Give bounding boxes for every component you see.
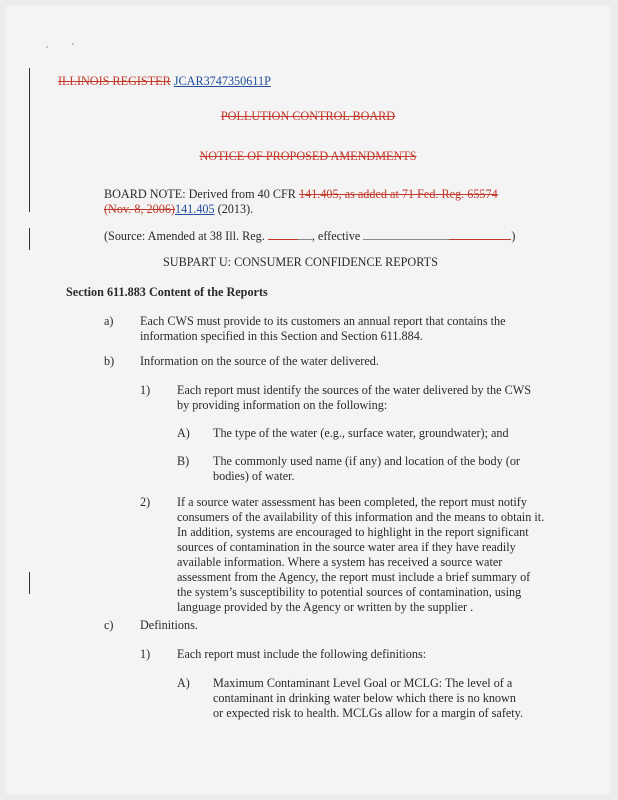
item-text-c1A: Maximum Contaminant Level Goal or MCLG: The level of a contaminant in drinking water below which there is no known or expected risk to health. MCLGs allow for a margin of safety. (213, 676, 524, 720)
item-label-c1A: A) (177, 676, 190, 690)
board-title: POLLUTION CONTROL BOARD (220, 109, 396, 123)
section-heading: Section 611.883 Content of the Reports (66, 285, 268, 299)
item-label-b2: 2) (140, 495, 151, 509)
change-bar-source (29, 228, 30, 250)
scan-speck (46, 46, 48, 48)
item-text-b1: Each report must identify the sources of the water delivered by the CWS by providing information on the following: (177, 383, 532, 412)
notice-title: NOTICE OF PROPOSED AMENDMENTS (199, 149, 417, 163)
item-label-b: b) (104, 354, 115, 368)
item-text-b1B: The commonly used name (if any) and location of the body (or bodies) of water. (213, 454, 520, 483)
item-text-b: Information on the source of the water delivered. (140, 354, 379, 368)
register-inserted-text: JCAR3747350611P (173, 74, 271, 88)
register-line (58, 74, 271, 89)
item-text-c: Definitions. (140, 618, 198, 632)
board-note-struck: 141.405, as added at 71 Fed. Reg. 65574 (Nov. 8, 2006) (104, 187, 498, 216)
item-label-a: a) (104, 314, 114, 328)
board-note: BOARD NOTE: Derived from 40 CFR 141.405, as added at 71 Fed. Reg. 65574 (Nov. 8, 2006)141.405 (2013). (104, 187, 498, 216)
item-label-c: c) (104, 618, 114, 632)
item-text-c1: Each report must include the following definitions: (177, 647, 427, 661)
board-note-inserted: 141.405 (174, 202, 215, 216)
source-reg-blank (268, 228, 298, 240)
source-line: (Source: Amended at 38 Ill. Reg. , effective ) (104, 229, 516, 243)
change-bar-top (29, 68, 30, 212)
scan-speck (72, 43, 74, 45)
item-text-a: Each CWS must provide to its customers an annual report that contains the information specified in this Section and Section 611.884. (140, 314, 506, 343)
subpart-title: SUBPART U: CONSUMER CONFIDENCE REPORTS (163, 255, 438, 269)
item-label-b1B: B) (177, 454, 190, 468)
document-page (6, 6, 610, 794)
item-label-b1A: A) (177, 426, 190, 440)
item-text-b2: If a source water assessment has been completed, the report must notify consumers of the availability of this information and the means to obtain it. In addition, systems are encouraged to highlight in the report significant sources of contamination in the source water area if they have readily available information. Where a system has received a source water assessment from the Agency, the report must include a brief summary of the system’s susceptibility to potential sources of contamination, using language provided by the Agency or written by the supplier . (177, 495, 545, 614)
register-struck-text: ILLINOIS REGISTER (58, 74, 171, 88)
item-text-b1A: The type of the water (e.g., surface water, groundwater); and (213, 426, 509, 440)
change-bar-b2 (29, 572, 30, 594)
source-effective-blank (363, 228, 449, 240)
item-label-c1: 1) (140, 647, 151, 661)
item-label-b1: 1) (140, 383, 151, 397)
